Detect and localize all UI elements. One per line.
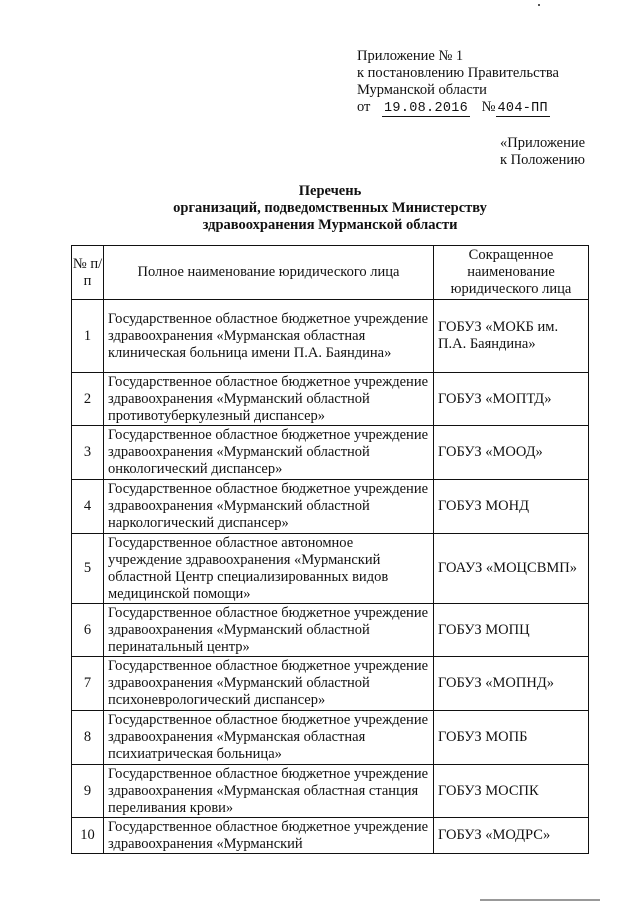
decree-number: 404-ПП [497, 101, 548, 116]
row-short-name: ГОБУЗ «МООД» [434, 426, 589, 480]
table-row [72, 534, 589, 604]
row-short-name: ГОАУЗ «МОЦСВМП» [434, 534, 589, 604]
heading-line-3: здравоохранения Мурманской области [202, 217, 458, 233]
table-row [72, 426, 589, 480]
appendix-block [357, 48, 559, 117]
row-full-name: Государственное областное автономное учреждение здравоохранения «Мурманский областной Центр специализированных видов медицинской помощи» [104, 534, 434, 604]
appendix-date-line [357, 99, 559, 117]
header-number: № п/п [72, 246, 104, 300]
row-full-name: Государственное областное бюджетное учреждение здравоохранения «Мурманский областной психоневрологический диспансер» [104, 657, 434, 711]
heading-title: Перечень [298, 183, 362, 199]
row-number: 8 [72, 711, 104, 765]
regulation-line-2: к Положению [500, 152, 585, 168]
row-short-name: ГОБУЗ «МОДРС» [434, 818, 589, 854]
organizations-table [71, 245, 589, 854]
row-full-name: Государственное областное бюджетное учреждение здравоохранения «Мурманская областная станция переливания крови» [104, 765, 434, 818]
scan-edge-line [480, 899, 600, 901]
row-number: 4 [72, 480, 104, 534]
table-header-row [72, 246, 589, 300]
row-full-name: Государственное областное бюджетное учреждение здравоохранения «Мурманский областной онкологический диспансер» [104, 426, 434, 480]
regulation-note [500, 135, 585, 169]
table-row [72, 765, 589, 818]
row-short-name: ГОБУЗ «МОКБ им. П.А. Баяндина» [434, 300, 589, 373]
header-full-name: Полное наименование юридического лица [104, 246, 434, 300]
appendix-region: Мурманской области [357, 82, 487, 98]
row-short-name: ГОБУЗ «МОПТД» [434, 373, 589, 426]
row-short-name: ГОБУЗ МОСПК [434, 765, 589, 818]
row-full-name: Государственное областное бюджетное учреждение здравоохранения «Мурманская областная психиатрическая больница» [104, 711, 434, 765]
scan-speck [538, 4, 540, 6]
regulation-line-1: «Приложение [500, 135, 586, 151]
row-full-name: Государственное областное бюджетное учреждение здравоохранения «Мурманская областная клиническая больница имени П.А. Баяндина» [104, 300, 434, 373]
appendix-decree: к постановлению Правительства [357, 65, 559, 81]
table-row [72, 480, 589, 534]
row-short-name: ГОБУЗ «МОПНД» [434, 657, 589, 711]
table-row [72, 818, 589, 854]
number-prefix: № [481, 99, 496, 115]
row-short-name: ГОБУЗ МОНД [434, 480, 589, 534]
row-number: 6 [72, 604, 104, 657]
heading-line-2: организаций, подведомственных Министерству [173, 200, 487, 216]
row-number: 1 [72, 300, 104, 373]
row-full-name: Государственное областное бюджетное учреждение здравоохранения «Мурманский [104, 818, 434, 854]
row-number: 2 [72, 373, 104, 426]
row-number: 10 [72, 818, 104, 854]
row-number: 5 [72, 534, 104, 604]
header-short-name: Сокращенное наименование юридического лица [434, 246, 589, 300]
row-short-name: ГОБУЗ МОПЦ [434, 604, 589, 657]
table-row [72, 300, 589, 373]
document-heading [120, 183, 540, 234]
row-full-name: Государственное областное бюджетное учреждение здравоохранения «Мурманский областной противотуберкулезный диспансер» [104, 373, 434, 426]
decree-date: 19.08.2016 [384, 101, 469, 116]
row-number: 7 [72, 657, 104, 711]
table-row [72, 373, 589, 426]
row-full-name: Государственное областное бюджетное учреждение здравоохранения «Мурманский областной наркологический диспансер» [104, 480, 434, 534]
row-full-name: Государственное областное бюджетное учреждение здравоохранения «Мурманский областной перинатальный центр» [104, 604, 434, 657]
table-row [72, 711, 589, 765]
row-number: 3 [72, 426, 104, 480]
row-number: 9 [72, 765, 104, 818]
table-row [72, 604, 589, 657]
date-prefix: от [357, 99, 371, 115]
appendix-title: Приложение № 1 [357, 48, 464, 64]
table-row [72, 657, 589, 711]
row-short-name: ГОБУЗ МОПБ [434, 711, 589, 765]
